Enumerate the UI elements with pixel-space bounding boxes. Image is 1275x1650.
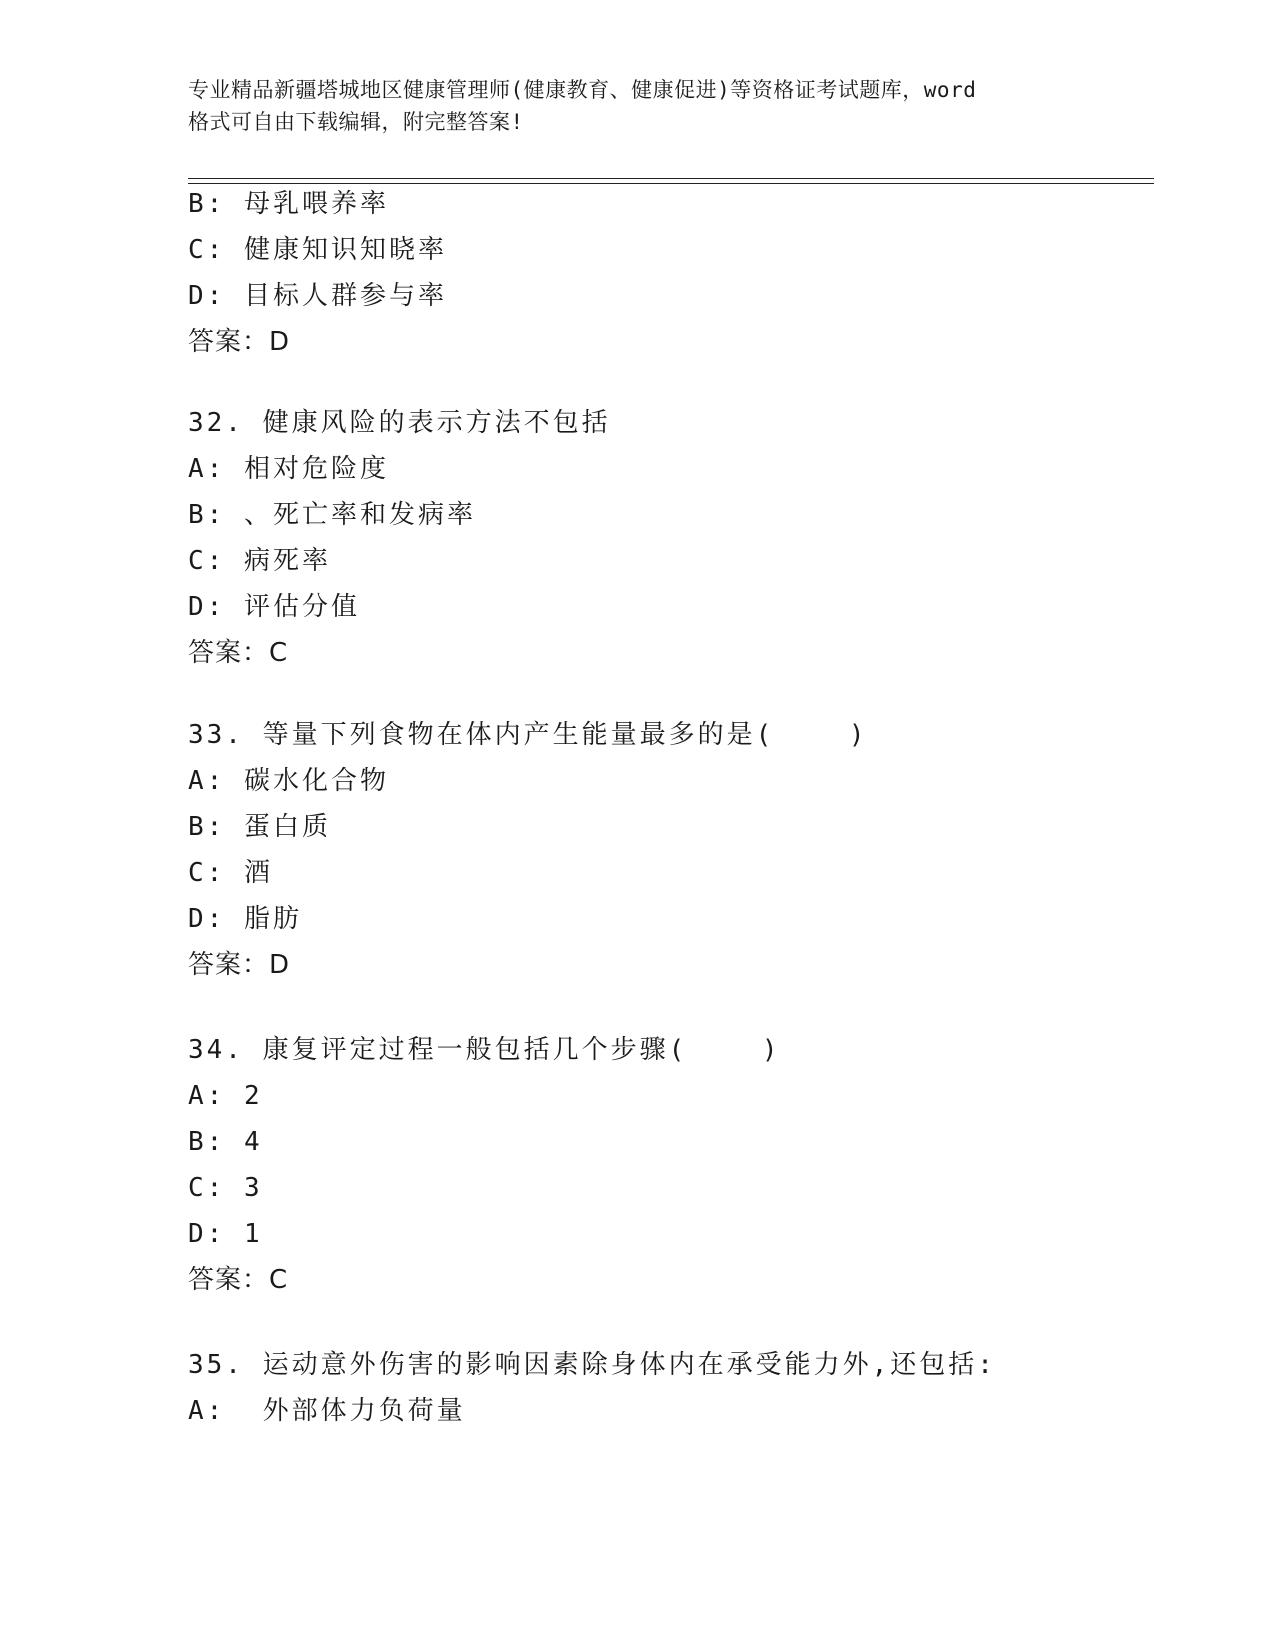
option-b: B: 4 [188, 1127, 263, 1157]
option-d: D: 评估分值 [188, 592, 360, 622]
option-c: C: 3 [188, 1173, 263, 1203]
header-line-1: 专业精品新疆塔城地区健康管理师(健康教育、健康促进)等资格证考试题库，word [188, 78, 977, 102]
answer: 答案：D [188, 327, 291, 357]
answer: 答案：D [188, 950, 291, 980]
option-d: D: 目标人群参与率 [188, 281, 447, 311]
question-stem: 33. 等量下列食物在体内产生能量最多的是( ) [188, 720, 868, 750]
answer: 答案：C [188, 638, 289, 668]
question-33 [188, 712, 1168, 988]
question-stem: 34. 康复评定过程一般包括几个步骤( ) [188, 1035, 781, 1065]
option-b: B: 蛋白质 [188, 812, 331, 842]
question-stem: 35. 运动意外伤害的影响因素除身体内在承受能力外,还包括: [188, 1350, 996, 1380]
answer: 答案：C [188, 1265, 289, 1295]
header-rule-top [188, 178, 1154, 179]
option-b: B: 母乳喂养率 [188, 189, 389, 219]
option-a: A: 相对危险度 [188, 454, 389, 484]
option-c: C: 酒 [188, 858, 273, 888]
option-c: C: 病死率 [188, 546, 331, 576]
header-line-2: 格式可自由下载编辑，附完整答案! [188, 110, 524, 134]
question-stem: 32. 健康风险的表示方法不包括 [188, 408, 611, 438]
option-d: D: 脂肪 [188, 904, 302, 934]
option-c: C: 健康知识知晓率 [188, 235, 447, 265]
option-a: A: 外部体力负荷量 [188, 1396, 466, 1426]
option-b: B: 、死亡率和发病率 [188, 500, 476, 530]
option-a: A: 2 [188, 1081, 263, 1111]
option-d: D: 1 [188, 1219, 263, 1249]
option-a: A: 碳水化合物 [188, 766, 389, 796]
question-35 [188, 1342, 1168, 1434]
question-32 [188, 400, 1168, 676]
document-header [188, 74, 1088, 138]
question-31-continued [188, 181, 1168, 365]
question-34 [188, 1027, 1168, 1303]
